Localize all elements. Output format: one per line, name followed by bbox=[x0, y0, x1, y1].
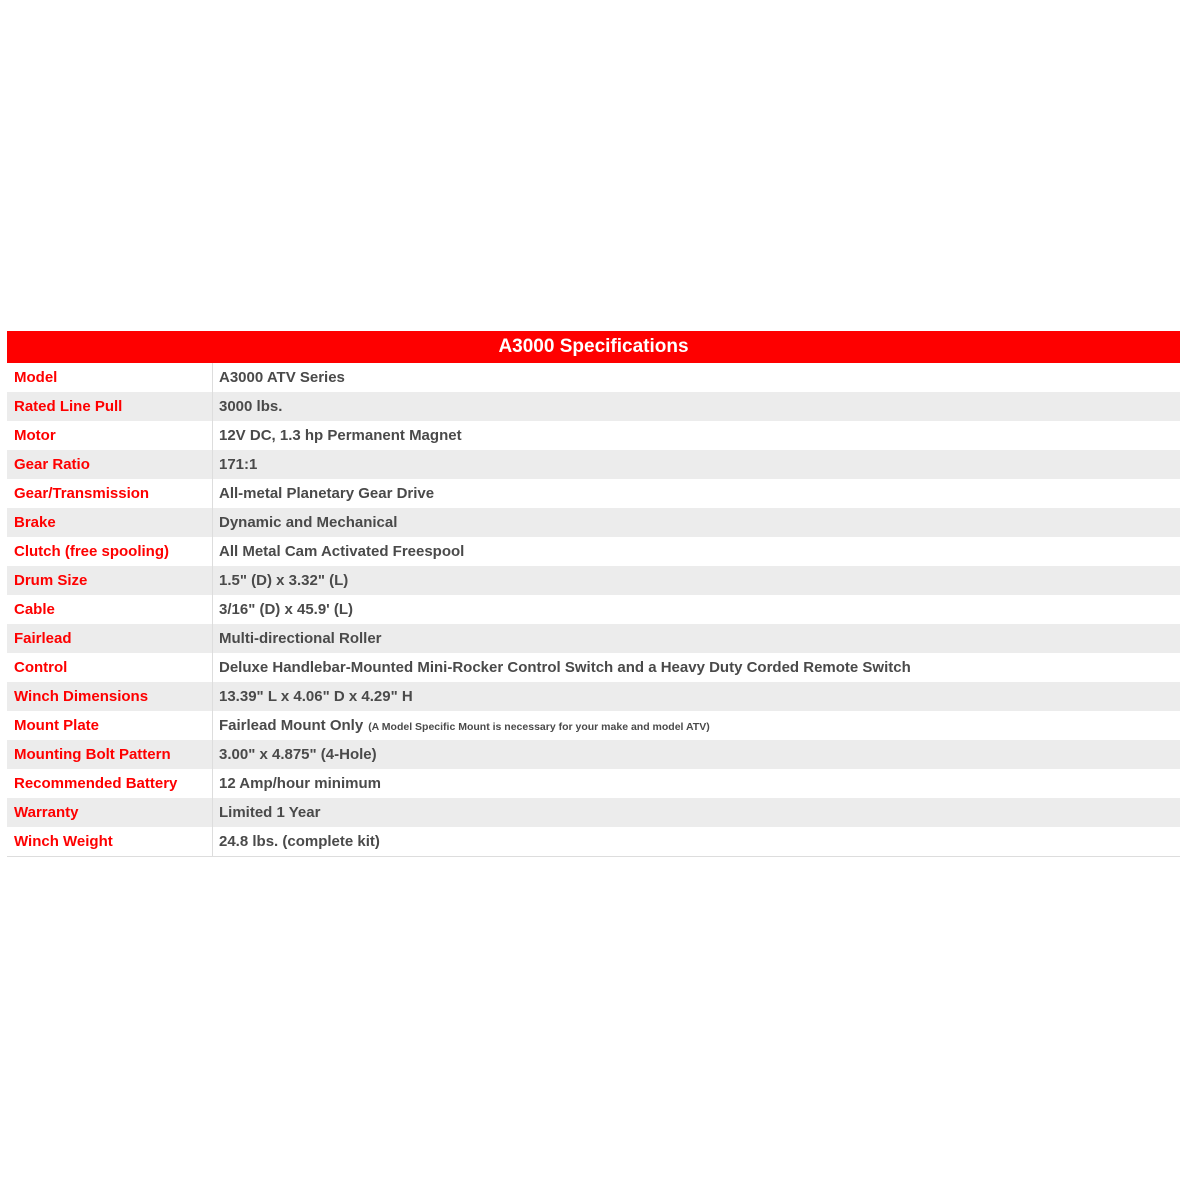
spec-value-text: All Metal Cam Activated Freespool bbox=[219, 543, 465, 560]
spec-label: Cable bbox=[7, 595, 213, 624]
spec-value bbox=[213, 566, 1180, 595]
spec-value bbox=[213, 537, 1180, 566]
table-title: A3000 Specifications bbox=[7, 331, 1180, 363]
specifications-table bbox=[7, 331, 1180, 857]
table-row bbox=[7, 827, 1180, 856]
table-row bbox=[7, 450, 1180, 479]
spec-value-text: Fairlead Mount Only bbox=[219, 717, 364, 734]
spec-value-text: 12V DC, 1.3 hp Permanent Magnet bbox=[219, 427, 462, 444]
spec-value-text: Multi-directional Roller bbox=[219, 630, 382, 647]
spec-label: Recommended Battery bbox=[7, 769, 213, 798]
spec-value-note: (A Model Specific Mount is necessary for your make and model ATV) bbox=[368, 721, 710, 733]
spec-value-text: All-metal Planetary Gear Drive bbox=[219, 485, 435, 502]
spec-label: Brake bbox=[7, 508, 213, 537]
spec-label: Warranty bbox=[7, 798, 213, 827]
table-row bbox=[7, 479, 1180, 508]
spec-label: Model bbox=[7, 363, 213, 392]
spec-label: Mount Plate bbox=[7, 711, 213, 740]
table-row bbox=[7, 740, 1180, 769]
table-row bbox=[7, 566, 1180, 595]
spec-table-body bbox=[7, 363, 1180, 856]
table-row bbox=[7, 392, 1180, 421]
spec-value bbox=[213, 421, 1180, 450]
spec-value bbox=[213, 595, 1180, 624]
spec-value-text: 13.39" L x 4.06" D x 4.29" H bbox=[219, 688, 413, 705]
spec-value bbox=[213, 508, 1180, 537]
table-row bbox=[7, 711, 1180, 740]
spec-value-text: 3.00" x 4.875" (4-Hole) bbox=[219, 746, 377, 763]
table-row bbox=[7, 682, 1180, 711]
table-row bbox=[7, 653, 1180, 682]
spec-value-text: 12 Amp/hour minimum bbox=[219, 775, 381, 792]
table-row bbox=[7, 624, 1180, 653]
spec-value bbox=[213, 827, 1180, 856]
spec-label: Control bbox=[7, 653, 213, 682]
spec-label: Drum Size bbox=[7, 566, 213, 595]
table-row bbox=[7, 769, 1180, 798]
table-row bbox=[7, 508, 1180, 537]
spec-value bbox=[213, 682, 1180, 711]
spec-label: Rated Line Pull bbox=[7, 392, 213, 421]
spec-label: Fairlead bbox=[7, 624, 213, 653]
spec-label: Mounting Bolt Pattern bbox=[7, 740, 213, 769]
table-row bbox=[7, 595, 1180, 624]
spec-value bbox=[213, 624, 1180, 653]
spec-label: Gear/Transmission bbox=[7, 479, 213, 508]
spec-value-text: Limited 1 Year bbox=[219, 804, 321, 821]
spec-value bbox=[213, 653, 1180, 682]
table-row bbox=[7, 798, 1180, 827]
spec-value bbox=[213, 769, 1180, 798]
spec-value bbox=[213, 392, 1180, 421]
spec-value bbox=[213, 711, 1180, 740]
spec-label: Motor bbox=[7, 421, 213, 450]
spec-value-text: 3000 lbs. bbox=[219, 398, 283, 415]
spec-value-text: 1.5" (D) x 3.32" (L) bbox=[219, 572, 349, 589]
spec-value-text: Dynamic and Mechanical bbox=[219, 514, 398, 531]
spec-value-text: 24.8 lbs. (complete kit) bbox=[219, 833, 380, 850]
spec-label: Gear Ratio bbox=[7, 450, 213, 479]
spec-value-text: 3/16" (D) x 45.9' (L) bbox=[219, 601, 354, 618]
spec-value bbox=[213, 450, 1180, 479]
spec-value-text: Deluxe Handlebar-Mounted Mini-Rocker Control Switch and a Heavy Duty Corded Remote Switch bbox=[219, 659, 911, 676]
table-row bbox=[7, 421, 1180, 450]
spec-label: Winch Dimensions bbox=[7, 682, 213, 711]
spec-value bbox=[213, 740, 1180, 769]
table-row bbox=[7, 363, 1180, 392]
spec-value-text: 171:1 bbox=[219, 456, 258, 473]
spec-value bbox=[213, 798, 1180, 827]
spec-value bbox=[213, 363, 1180, 392]
spec-value bbox=[213, 479, 1180, 508]
table-row bbox=[7, 537, 1180, 566]
spec-label: Clutch (free spooling) bbox=[7, 537, 213, 566]
spec-label: Winch Weight bbox=[7, 827, 213, 856]
spec-value-text: A3000 ATV Series bbox=[219, 369, 345, 386]
